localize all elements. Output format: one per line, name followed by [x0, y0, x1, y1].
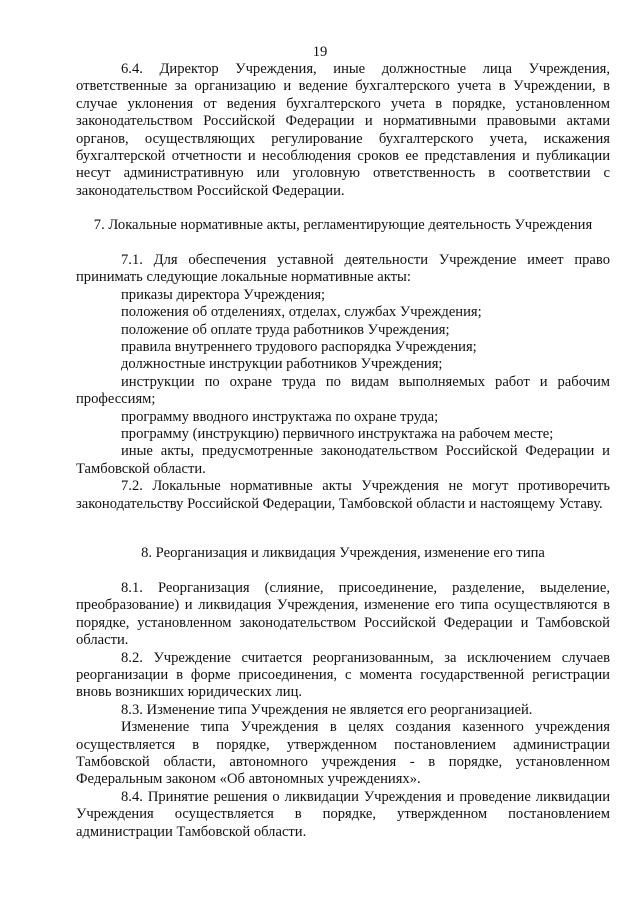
- section-8-heading: 8. Реорганизация и ликвидация Учреждения, изменение его типа: [141, 545, 545, 561]
- paragraph-6-4: 6.4. Директор Учреждения, иные должностные лица Учреждения, ответственные за организацию и ведение бухгалтерского учета в Учреждении, в случае уклонения от ведения бухгалтерского учета в порядке, установленном законодательством Российской Федерации и нормативными правовыми актами органов, осуществляющих регулирование бухгалтерского учета, искажения бухгалтерской отчетности и несоблюдения сроков ее представления и публикации несут административную или уголовную ответственность в соответствии с законодательством Российской Федерации.: [76, 61, 610, 199]
- page-number: 19: [312, 44, 328, 60]
- paragraph-7-2: 7.2. Локальные нормативные акты Учреждения не могут противоречить законодательству Российской Федерации, Тамбовской области и настоящему Уставу.: [76, 478, 610, 512]
- paragraph-8-3-type-change: Изменение типа Учреждения в целях создания казенного учреждения осуществляется в порядке, утвержденном постановлением администрации Тамбовской области, автономного учреждения - в порядке, установленном Федеральным законом «Об автономных учреждениях».: [76, 719, 610, 788]
- paragraph-7-1: 7.1. Для обеспечения уставной деятельности Учреждение имеет право принимать следующие локальные нормативные акты:: [76, 252, 610, 286]
- list-item: инструкции по охране труда по видам выполняемых работ и рабочим профессиям;: [76, 373, 610, 408]
- list-item: правила внутреннего трудового распорядка Учреждения;: [121, 339, 477, 356]
- paragraph-8-3: 8.3. Изменение типа Учреждения не является его реорганизацией.: [121, 701, 533, 718]
- list-item: положения об отделениях, отделах, службах Учреждения;: [121, 304, 482, 321]
- list-item: иные акты, предусмотренные законодательством Российской Федерации и Тамбовской области.: [76, 443, 610, 477]
- paragraph-8-2: 8.2. Учреждение считается реорганизованным, за исключением случаев реорганизации в форме присоединения, с момента государственной регистрации вновь возникших юридических лиц.: [76, 649, 610, 701]
- section-8-body: [76, 580, 610, 841]
- paragraph-8-1: 8.1. Реорганизация (слияние, присоединение, разделение, выделение, преобразование) и ликвидация Учреждения, изменение его типа осуществляются в порядке, установленном законодательством Российской Федерации и Тамбовской области.: [76, 580, 610, 649]
- list-item: программу (инструкцию) первичного инструктажа на рабочем месте;: [121, 426, 554, 443]
- list-item: должностные инструкции работников Учреждения;: [121, 356, 443, 373]
- section-6-4: [76, 61, 610, 200]
- section-7-heading: 7. Локальные нормативные акты, регламентирующие деятельность Учреждения: [93, 217, 593, 233]
- section-7-body: [76, 252, 610, 513]
- list-item: приказы директора Учреждения;: [121, 286, 326, 303]
- paragraph-8-4: 8.4. Принятие решения о ликвидации Учреждения и проведение ликвидации Учреждения осуществляется в порядке, утвержденном постановлением администрации Тамбовской области.: [76, 788, 610, 840]
- section-7-heading-block: [76, 217, 610, 234]
- section-8-heading-block: [76, 545, 610, 562]
- list-item: положение об оплате труда работников Учреждения;: [121, 321, 450, 338]
- list-item: программу вводного инструктажа по охране труда;: [121, 408, 439, 425]
